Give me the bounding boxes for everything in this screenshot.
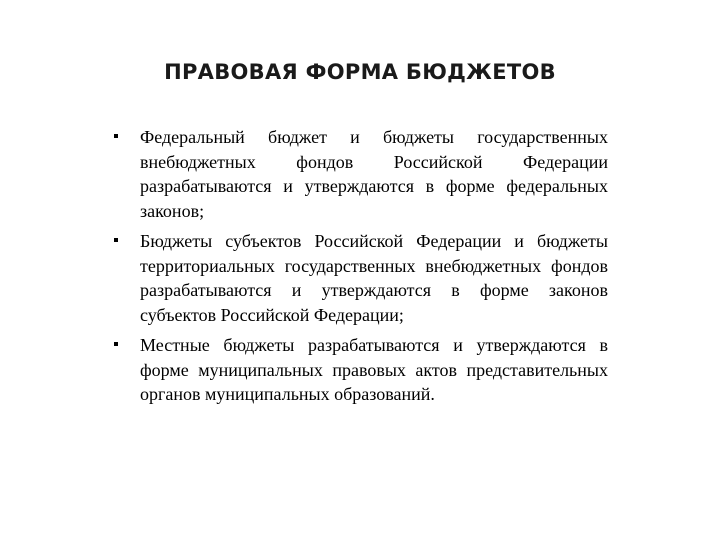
bullet-icon [114,134,118,138]
list-item [112,229,608,327]
list-item-text: Бюджеты субъектов Российской Федерации и бюджеты территориальных государственных внебюджетных фондов разрабатываются и утверждаются в форме законов субъектов Российской Федерации; [140,231,608,325]
list-item-text: Федеральный бюджет и бюджеты государственных внебюджетных фондов Российской Федерации разрабатываются и утверждаются в форме федеральных законов; [140,127,608,221]
bullet-icon [114,238,118,242]
bullet-list [112,125,608,413]
slide-title: ПРАВОВАЯ ФОРМА БЮДЖЕТОВ [164,60,556,84]
list-item [112,125,608,223]
list-item-text: Местные бюджеты разрабатываются и утверждаются в форме муниципальных правовых актов представительных органов муниципальных образований. [140,335,608,404]
bullet-icon [114,342,118,346]
list-item [112,333,608,407]
